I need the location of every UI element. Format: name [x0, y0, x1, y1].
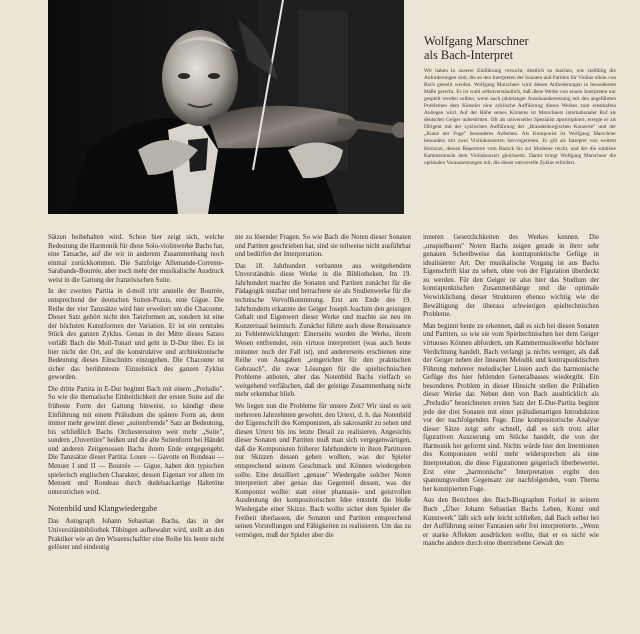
paragraph: Das 18. Jahrhundert verbannte aus weitgehendem Unverständnis diese Werke in die Bibliotheken. Im 19. Jahrhundert machte die Sonaten und Partiten zunächst für die Pädagogik nutzbar und betrachtete sie als Studienwerke für die technische Vervollkommnung. Erst am Ende des 19. Jahrhunderts erkannte der Geiger Joseph Joachim den geistigen Gehalt und Eigenwert dieser Werke und machte sie neu im Konzertsaal heimisch. Zunächst führte auch diese Renaissance zu Fehlentwicklungen: Einerseits wurden die Werke, ihrem Wesen entfremdet, rein virtuos interpretiert (was auch heute mitunter noch der Fall ist), und andererseits erschienen eine Reihe von Ausgaben „eingerichtet für den praktischen Gebrauch", die zwar Lösungen für die spieltechnischen Probleme anboten, aber das Notenbild Bachs vielfach so weitgehend verfälschen, daß der geistige Zusammenhang nicht mehr erkennbar blieb.: [235, 262, 411, 399]
paragraph: inneren Gesetzlichkeiten des Werkes kennen. Die „unspielbaren" Noten Bachs zeigen gerade in ihrer sehr genauen Schreibweise das kontrapunktische Gefüge in idealisierter Art. Der musikalische Vorgang ist aus Bachs Eigenschrift klar zu sehen, ohne von der Figuration überdeckt zu werden. Für den Geiger ist also hier das Studium der kontrapunktischen Zusammenhänge und die optimale Verwirklichung dieser Strukturen ebenso wichtig wie die Bewältigung der überaus schwierigen spieltechnischen Probleme.: [423, 234, 599, 319]
photo-image: [48, 0, 404, 214]
paragraph: Sätzen beibehalten wird. Schon hier zeigt sich, welche Bedeutung die Harmonik für diese Solo-violinwerke Bachs hat, eine Tatsache, auf die wir in anderem Zusammenhang noch einmal zurückkommen. Die Satzfolge Allemande-Corrente-Sarabande-Bourrée, aber noch mehr der musikalische Ausdruck weist in die Gattung der französischen Suite.: [48, 234, 224, 284]
violinist-photo: [48, 0, 404, 214]
title-line-1: Wolfgang Marschner: [424, 34, 529, 48]
text-column-3: [423, 234, 599, 552]
text-column-1: [48, 234, 224, 556]
article-title: [424, 34, 614, 62]
paragraph: nie zu lösender Fragen. So wie Bach die Noten dieser Sonaten und Partiten geschrieben hat, sind sie teilweise nicht ausführbar und bedürfen der Interpretation.: [235, 234, 411, 259]
paragraph: Die dritte Partita in E-Dur beginnt Bach mit einem „Preludio". So wie die thematische Einheitlichkeit der ersten Suite auf die früheste Form der Gattung hinweist, so kündigt diese Einführung mit einem Präludium die spätere Form an, denn immer mehr gewinnt dieser „suitenfremde" Satz an Bedeutung, bis schließlich Bachs Orchestersuiten weit mehr „Suite", sondern „Ouvertüre" heißen und die alte Suitenform bei Händel und anderen Zeitgenossen Bachs ihrem Ende entgegengeht. Die Tanzsätze dieser Partita: Loure — Gavotte en Rondeau — Menuet I und II — Bourrée — Gigue, haben den typischen spielerisch englischen Charakter, dessen Eigenart vor allem im Menuett und Rondeau durch dudelsackartige Haltetöne unterstrichen wird.: [48, 385, 224, 496]
paragraph: Das Autograph Johann Sebastian Bachs, das in der Universitätsbibliothek Tübingen aufbewahrt wird, stellt an den Praktiker wie an den Wissenschaftler eine Reihe bis heute nicht gelöster und eindeutig: [48, 518, 224, 552]
paragraph: Man beginnt heute zu erkennen, daß es sich bei diesen Sonaten und Partiten, so wie sie vom Spieltechnischen her dem Geiger virtuoses Können abfordern, um Kammermusikwerke höchster Verdichtung handelt. Bach verlangt ja nichts weniger, als daß der Geiger neben der linearen Melodik und kontrapunktischen Führung mehrerer melodischer Linien auch das harmonische Gefüge des hier fehlenden Generalbasses wiedergibt. Ein besonderes Problem in dieser Hinsicht stellen die Präludien dieser Werke dar. Neben dem von Bach ausdrücklich als „Preludio" bezeichneten ersten Satz der E-Dur-Partita beginnt jede der drei Sonaten mit einer präludienartigen Introduktion vor der nachfolgenden Fuge. Eine kompositorische Analyse dieser Sätze zeigt sehr schnell, daß es sich trotz aller figurativen Auszierung um Stücke handelt, die von der Harmonik her geformt sind. Nichts würde hier den Intentionen des Komponisten wohl mehr widersprechen als eine Interpretation, die diese Figurationen geigerisch überbewertet. Erst eine „harmonische" Interpretation ergibt den spannungsvollen Gegensatz zur nachfolgenden, vom Thema her konzipierten Fuge.: [423, 322, 599, 493]
intro-paragraph: Wir haben in unserer Einführung versucht, deutlich zu machen, wie vielfältig die Anforderungen sind, die an den Interpreten der Sonaten und Partiten für Violine allein von Bach gestellt werden. Wolfgang Marschner wird diesen Anforderungen in besonderem Maße gerecht. Es ist wohl selbstverständlich, daß diese Werke von einem Interpreten nur gespielt werden sollten, wenn nach jahrelanger Auseinandersetzung mit den angeführten Problemen dem Künstler eine zyklische Aufführung dieses Werkes zum ernsthaften Anliegen wird. Auf der Höhe seines Könnens ist Marschners internationaler Ruf als deutscher Geiger unbestritten. Oft als universeller Spezialist apostrophiert, erregte er als Dirigent mit der zyklischen Aufführung der „Brandenburgischen Konzerte" und der „Kunst der Fuge" besonderes Aufsehen. Als Komponist ist Wolfgang Marschner besonders mit zwei Violinkonzerten hervorgetreten. Er gilt als Interpret von weitem Horizont, dessen Repertoire vom Barock bis zur Moderne reicht, und der die subtilste Kammermusik dem Violinkonzert gleichsetzt. Damit bringt Wolfgang Marschner die optimalen Voraussetzungen mit, die dieser universelle Zyklus erfordert.: [424, 68, 616, 166]
paragraph: In der zweiten Partita in d-moll tritt anstelle der Bourrée, entsprechend der deutschen Suiten-Praxis, eine Gigue. Die Reihe der vier Tanzsätze wird hier erweitert um die Chaconne. Dieser Satz gehört nicht den Tanzformen an, sondern ist eine der höchsten Kunstformen der Variation. Er ist ein zentrales Stück des ganzen Zyklus. Genau in der Mitte dieses Satzes verläßt Bach die Moll-Tonart und geht in D-Dur über. Es ist hier nicht der Ort, auf die konstruktive und architektonische Bedeutung dieses Einschnitts einzugehen. Die Chaconne ist sicher das berühmteste Einzelstück des ganzen Zyklus geworden.: [48, 288, 224, 382]
section-heading: Notenbild und Klangwiedergabe: [48, 504, 158, 514]
text-column-2: [235, 234, 411, 543]
title-line-2: als Bach-Interpret: [424, 48, 514, 62]
paragraph: Aus den Berichten des Bach-Biographen Forkel in seinem Buch „Über Johann Sebastian Bachs Leben, Kunst und Kunstwerk" läßt sich sehr leicht schließen, daß Bach selbst bei der Aufführung seiner Fantasien sehr frei interpretierte. „Wenn er starke Affekten ausdrücken wollte, that er es nicht wie manche andere durch eine übertriebene Gewalt des: [423, 497, 599, 548]
paragraph: Wo liegen nun die Probleme für unsere Zeit? Wir sind es seit mehreren Jahrzehnten gewohnt, den Urtext, d. h. das Notenbild der Eigenschrift des Komponisten, als sakrosankt zu sehen und diesen Urtext bis ins letzte Detail zu realisieren. Angesichts dieser Sonaten und Partiten muß man sich vergegenwärtigen, daß die Komponisten früherer Jahrhunderte in ihren Partituren nur Skizzen dessen geben wollten, was der Spieler entsprechend seinem Geschmack und Können wiedergeben sollte. Eine detailliert „genaue" Wiedergabe solcher Noten interpretiert aber genau das Gegenteil dessen, was der Komponist wollte: statt einer phantasie- und geistvollen Ausdeutung der kompositorischen Idee entsteht die bloße Wiedergabe einer Skizze. Bach wollte sicher dem Spieler die Freiheit überlassen, die Sonaten und Partiten entsprechend seinen Vorstellungen und Fähigkeiten zu realisieren. Um das zu vermögen, muß der Spieler aber die: [235, 402, 411, 539]
